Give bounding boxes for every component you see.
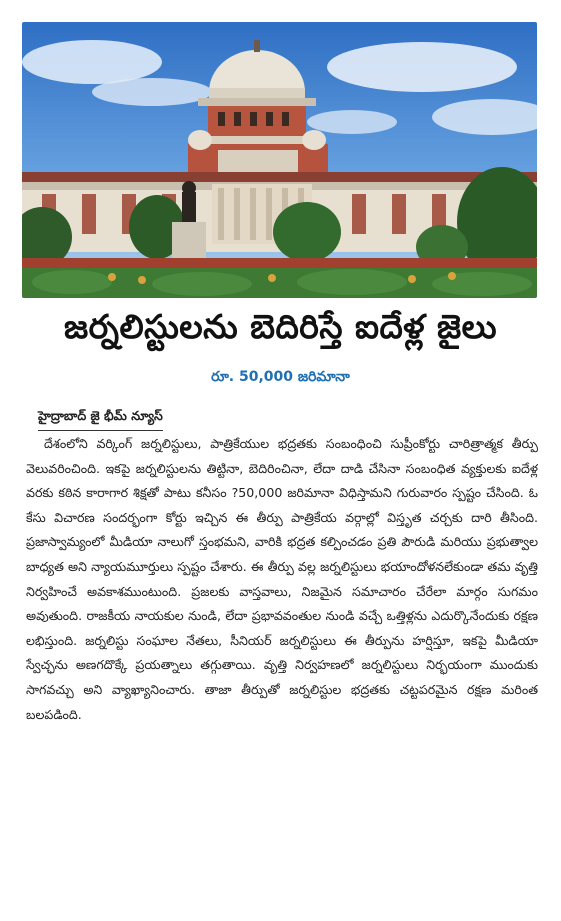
article-body-paragraph: దేశంలోని వర్కింగ్ జర్నలిస్టులు, పాత్రికేయుల భద్రతకు సంబంధించి సుప్రీంకోర్టు చారిత్రాత్మక తీర్పు వెలువరించింది. ఇకపై జర్నలిస్టులను తిట్టినా, బెదిరించినా, లేదా దాడి చేసినా సంబంధిత వ్యక్తులకు ఐదేళ్ల వరకు కఠిన కారాగార శిక్షతో పాటు కనీసం ?50,000 జరిమానా విధిస్తామని గురువారం స్పష్టం చేసింది. ఓ కేసు విచారణ సందర్భంగా కోర్టు ఇచ్చిన ఈ తీర్పు పాత్రికేయ వర్గాల్లో విస్తృత చర్చకు దారి తీసింది. ప్రజాస్వామ్యంలో మీడియా నాలుగో స్తంభమని, వారికి భద్రత కల్పించడం ప్రతి పౌరుడి మరియు ప్రభుత్వాల బాధ్యత అని న్యాయమూర్తులు స్పష్టం చేశారు. ఈ తీర్పు వల్ల జర్నలిస్టులు భయాందోళనలేకుండా తమ వృత్తి నిర్వహించే అవకాశముంటుంది. ప్రజలకు వాస్తవాలు, నిజమైన సమాచారం చేరేలా మార్గం సుగమం అవుతుంది. రాజకీయ నాయకుల నుండి, లేదా ప్రభావవంతుల నుండి వచ్చే ఒత్తిళ్లను ఎదుర్కొనేందుకు రక్షణ లభిస్తుంది. జర్నలిస్టు సంఘాల నేతలు, సీనియర్ జర్నలిస్టులు ఈ తీర్పును హర్షిస్తూ, ఇకపై మీడియా స్వేచ్ఛను అణగదొక్కే ప్రయత్నాలు తగ్గుతాయి. వృత్తి నిర్వహణలో జర్నలిస్టులు నిర్భయంగా ముందుకు సాగవచ్చు అని వ్యాఖ్యానించారు. తాజా తీర్పుతో జర్నలిస్టుల భద్రతకు చట్టపరమైన రక్షణ మరింత బలపడింది. <box>26 436 538 722</box>
article-dateline: హైద్రాబాద్ జై భీమ్ న్యూస్ <box>38 408 163 431</box>
article-subheadline: రూ. 50,000 జరిమానా <box>211 369 350 385</box>
article-body <box>26 432 538 912</box>
supreme-court-photo <box>22 22 537 298</box>
article-headline: జర్నలిస్టులను బెదిరిస్తే ఐదేళ్ల జైలు <box>64 307 497 346</box>
